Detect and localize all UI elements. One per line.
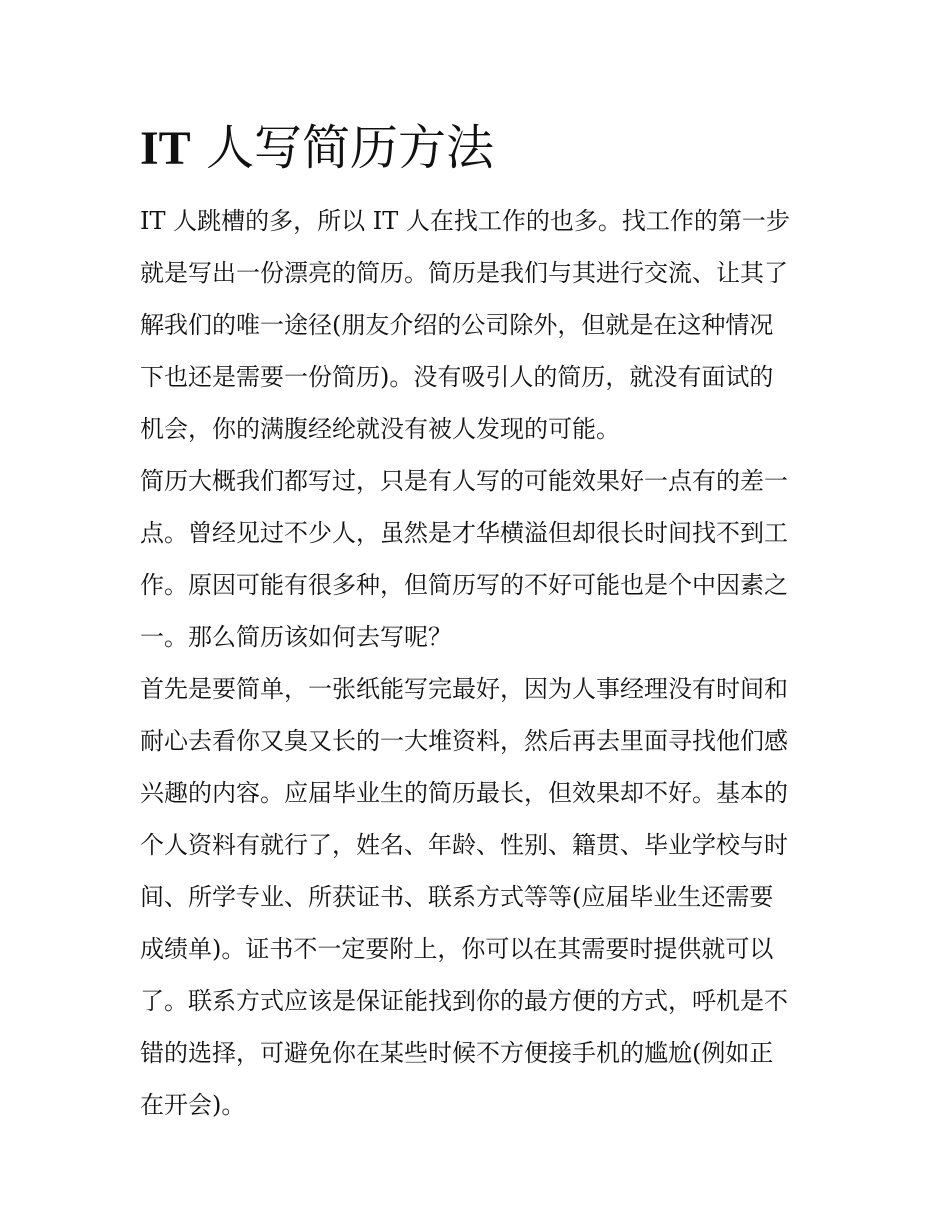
title-prefix: IT [140,122,191,175]
paragraph-line: 解我们的唯一途径(朋友介绍的公司除外，但就是在这种情况 [140,311,774,339]
paragraph-line: 下也还是需要一份简历)。没有吸引人的简历，就没有面试的 [140,363,774,391]
paragraph-line: 简历大概我们都写过，只是有人写的可能效果好一点有的差一 [140,467,788,495]
paragraph-2 [140,455,820,663]
document-body [140,195,820,1131]
paragraph-line: 了。联系方式应该是保证能找到你的最方便的方式，呼机是不 [140,987,788,1015]
paragraph-line: 兴趣的内容。应届毕业生的简历最长，但效果却不好。基本的 [140,779,788,807]
paragraph-line: 作。原因可能有很多种，但简历写的不好可能也是个中因素之 [140,571,788,599]
document-content [140,112,820,1131]
paragraph-line: 点。曾经见过不少人，虽然是才华横溢但却很长时间找不到工 [140,519,788,547]
paragraph-line: 个人资料有就行了，姓名、年龄、性别、籍贯、毕业学校与时 [140,831,788,859]
document-title [140,112,820,185]
paragraph-3 [140,663,820,1131]
paragraph-line: 机会，你的满腹经纶就没有被人发现的可能。 [140,415,620,443]
paragraph-line: 成绩单)。证书不一定要附上，你可以在其需要时提供就可以 [140,935,774,963]
paragraph-line: 在开会)。 [140,1091,246,1119]
paragraph-line: 错的选择，可避免你在某些时候不方便接手机的尴尬(例如正 [140,1039,774,1067]
paragraph-line: 首先是要简单，一张纸能写完最好，因为人事经理没有时间和 [140,675,788,703]
paragraph-line: 一。那么简历该如何去写呢？ [140,623,452,651]
paragraph-line: 就是写出一份漂亮的简历。简历是我们与其进行交流、让其了 [140,259,788,287]
paragraph-1 [140,195,820,455]
title-rest: 人写简历方法 [190,120,494,176]
paragraph-line: 间、所学专业、所获证书、联系方式等等(应届毕业生还需要 [140,883,774,911]
paragraph-line: IT 人跳槽的多，所以 IT 人在找工作的也多。找工作的第一步 [140,207,790,235]
paragraph-line: 耐心去看你又臭又长的一大堆资料，然后再去里面寻找他们感 [140,727,788,755]
